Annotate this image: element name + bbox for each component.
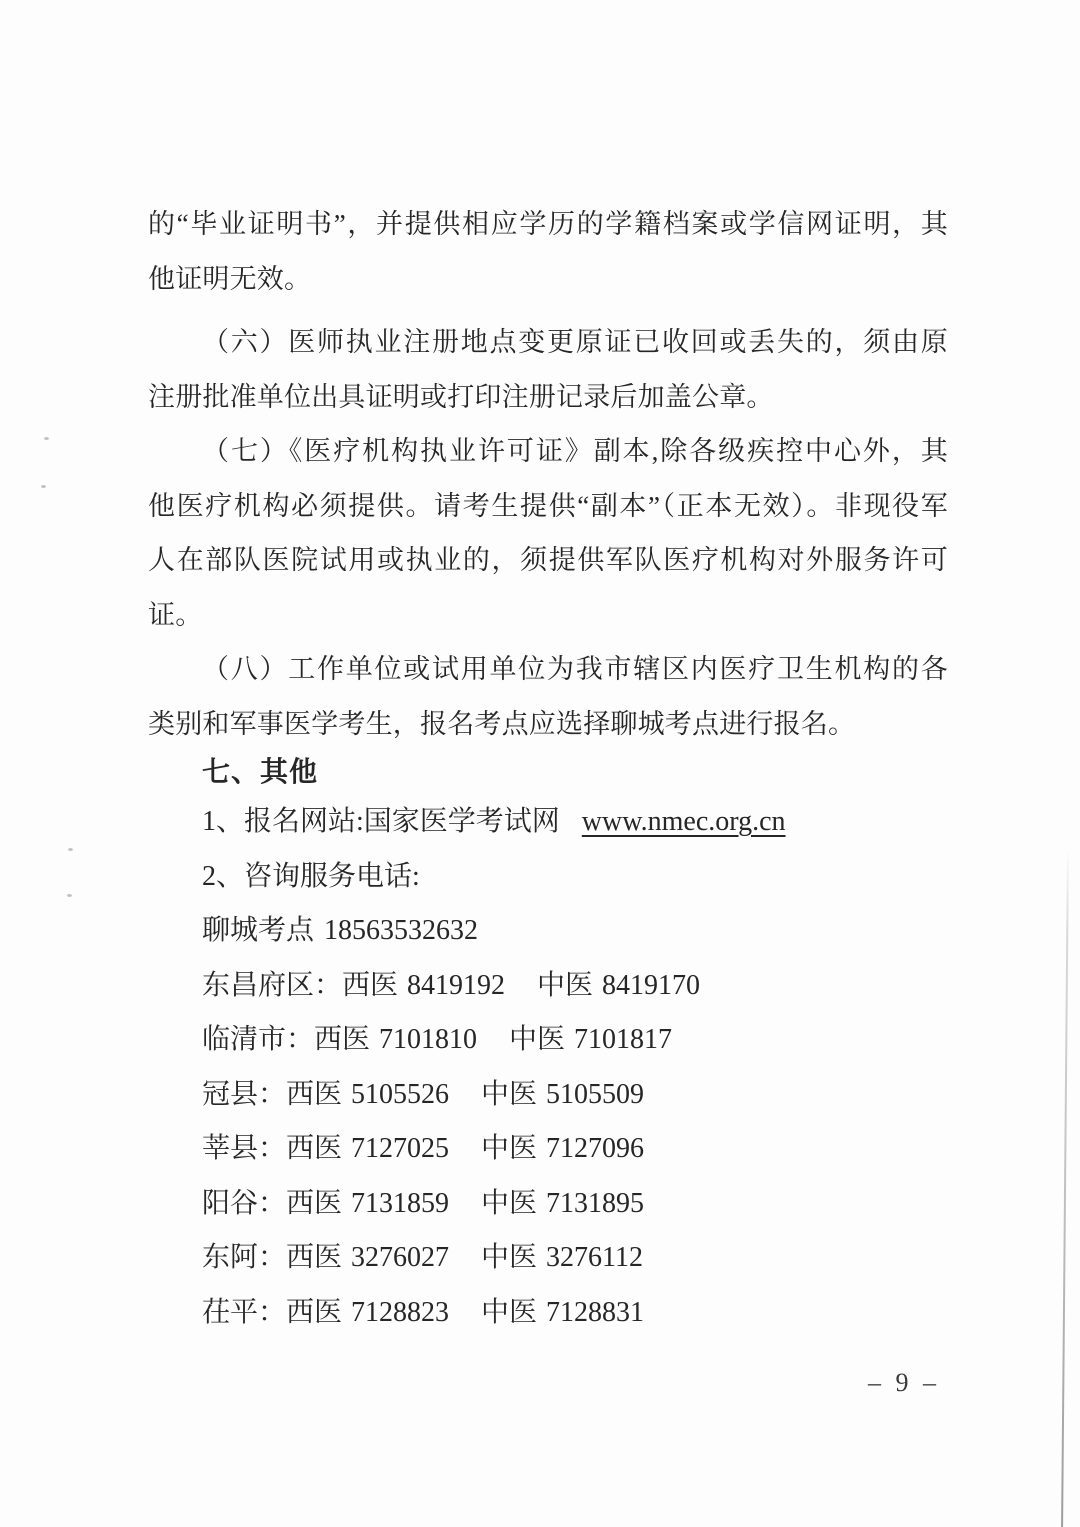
tcm-label: 中医 — [481, 1296, 538, 1328]
west-number: 7131859 — [351, 1187, 450, 1219]
list-item-label: 2、咨询服务电话: — [202, 860, 420, 892]
list-item-label: 1、报名网站:国家医学考试网 — [202, 806, 560, 837]
tcm-number: 3276112 — [546, 1242, 644, 1273]
tcm-number: 5105509 — [546, 1078, 645, 1110]
west-label: 西医 — [286, 1296, 343, 1328]
west-number: 7101810 — [379, 1024, 478, 1055]
paragraph — [148, 642, 948, 751]
scan-edge-line — [1061, 848, 1069, 1527]
region-label: 东阿： — [202, 1242, 287, 1273]
tcm-phone — [537, 970, 700, 1001]
scan-speck — [41, 485, 46, 488]
tcm-number: 7127096 — [546, 1133, 645, 1164]
contact-row — [148, 959, 948, 1014]
west-medicine-phone — [286, 1297, 449, 1328]
scan-speck — [44, 437, 49, 440]
tcm-phone — [481, 1242, 643, 1273]
site-phone-number: 18563532632 — [324, 915, 479, 946]
region-label: 临清市： — [202, 1024, 315, 1055]
paragraph-line: （八）工作单位或试用单位为我市辖区内医疗卫生机构的各 — [202, 654, 948, 684]
contact-row — [148, 1177, 948, 1232]
document-content — [148, 197, 948, 1340]
contact-row — [148, 1068, 948, 1123]
tcm-number: 7101817 — [574, 1024, 673, 1055]
region-label: 阳谷： — [202, 1187, 287, 1219]
scan-speck — [67, 894, 72, 897]
tcm-number: 8419170 — [602, 969, 701, 1001]
paragraph — [148, 424, 948, 642]
paragraph — [148, 197, 948, 306]
paragraph-line: 的“毕业证明书”，并提供相应学历的学籍档案或学信网证明，其 — [148, 209, 948, 239]
tcm-label: 中医 — [481, 1242, 538, 1273]
tcm-label: 中医 — [481, 1078, 538, 1110]
tcm-phone — [509, 1024, 672, 1055]
west-number: 7127025 — [351, 1133, 450, 1164]
tcm-number: 7128831 — [546, 1296, 645, 1328]
paragraph-line: 证。 — [148, 599, 203, 630]
tcm-phone — [481, 1079, 644, 1110]
west-number: 8419192 — [407, 969, 506, 1001]
region-label: 莘县： — [202, 1133, 287, 1164]
west-label: 西医 — [342, 969, 399, 1001]
tcm-number: 7131895 — [546, 1187, 645, 1219]
contact-line-site — [148, 904, 948, 959]
list-item-website — [148, 795, 948, 850]
scan-speck — [68, 848, 73, 851]
region-label: 茌平： — [202, 1296, 287, 1328]
west-label: 西医 — [314, 1024, 371, 1055]
section-heading: 七、其他 — [202, 757, 319, 788]
west-label: 西医 — [286, 1078, 343, 1110]
west-label: 西医 — [286, 1187, 343, 1219]
west-label: 西医 — [286, 1133, 343, 1164]
tcm-label: 中医 — [537, 969, 594, 1001]
west-label: 西医 — [286, 1242, 343, 1273]
west-medicine-phone — [314, 1024, 477, 1055]
contact-row — [148, 1231, 948, 1286]
website-link[interactable]: www.nmec.org.cn — [581, 806, 786, 837]
paragraph-line: 类别和军事医学考生，报名考点应选择聊城考点进行报名。 — [148, 708, 856, 739]
paragraph-line: 他证明无效。 — [148, 263, 312, 294]
west-number: 5105526 — [351, 1078, 450, 1110]
west-medicine-phone — [342, 970, 505, 1001]
page-number: – 9 – — [868, 1368, 940, 1397]
west-medicine-phone — [286, 1079, 449, 1110]
west-medicine-phone — [286, 1242, 449, 1273]
paragraph-line: （六）医师执业注册地点变更原证已收回或丢失的，须由原 — [202, 327, 948, 357]
west-number: 3276027 — [351, 1242, 450, 1273]
paragraph-line: （七）《医疗机构执业许可证》副本,除各级疾控中心外，其 — [202, 436, 948, 466]
paragraph-line: 注册批准单位出具证明或打印注册记录后加盖公章。 — [148, 381, 774, 412]
contact-row — [148, 1122, 948, 1177]
contact-row — [148, 1013, 948, 1068]
tcm-phone — [481, 1188, 644, 1219]
west-medicine-phone — [286, 1188, 449, 1219]
west-medicine-phone — [286, 1133, 449, 1164]
contact-row — [148, 1286, 948, 1341]
tcm-label: 中医 — [481, 1133, 538, 1164]
paragraph-line: 人在部队医院试用或执业的，须提供军队医疗机构对外服务许可 — [148, 545, 948, 575]
tcm-label: 中医 — [481, 1187, 538, 1219]
tcm-label: 中医 — [509, 1024, 566, 1055]
region-label: 冠县： — [202, 1078, 287, 1110]
west-number: 7128823 — [351, 1296, 450, 1328]
region-label: 东昌府区： — [202, 969, 343, 1001]
paragraph-line: 他医疗机构必须提供。请考生提供“副本”（正本无效）。非现役军 — [148, 490, 948, 521]
paragraph — [148, 315, 948, 424]
tcm-phone — [481, 1297, 644, 1328]
list-item-phones — [148, 850, 948, 905]
site-label: 聊城考点 — [202, 915, 315, 946]
tcm-phone — [481, 1133, 644, 1164]
